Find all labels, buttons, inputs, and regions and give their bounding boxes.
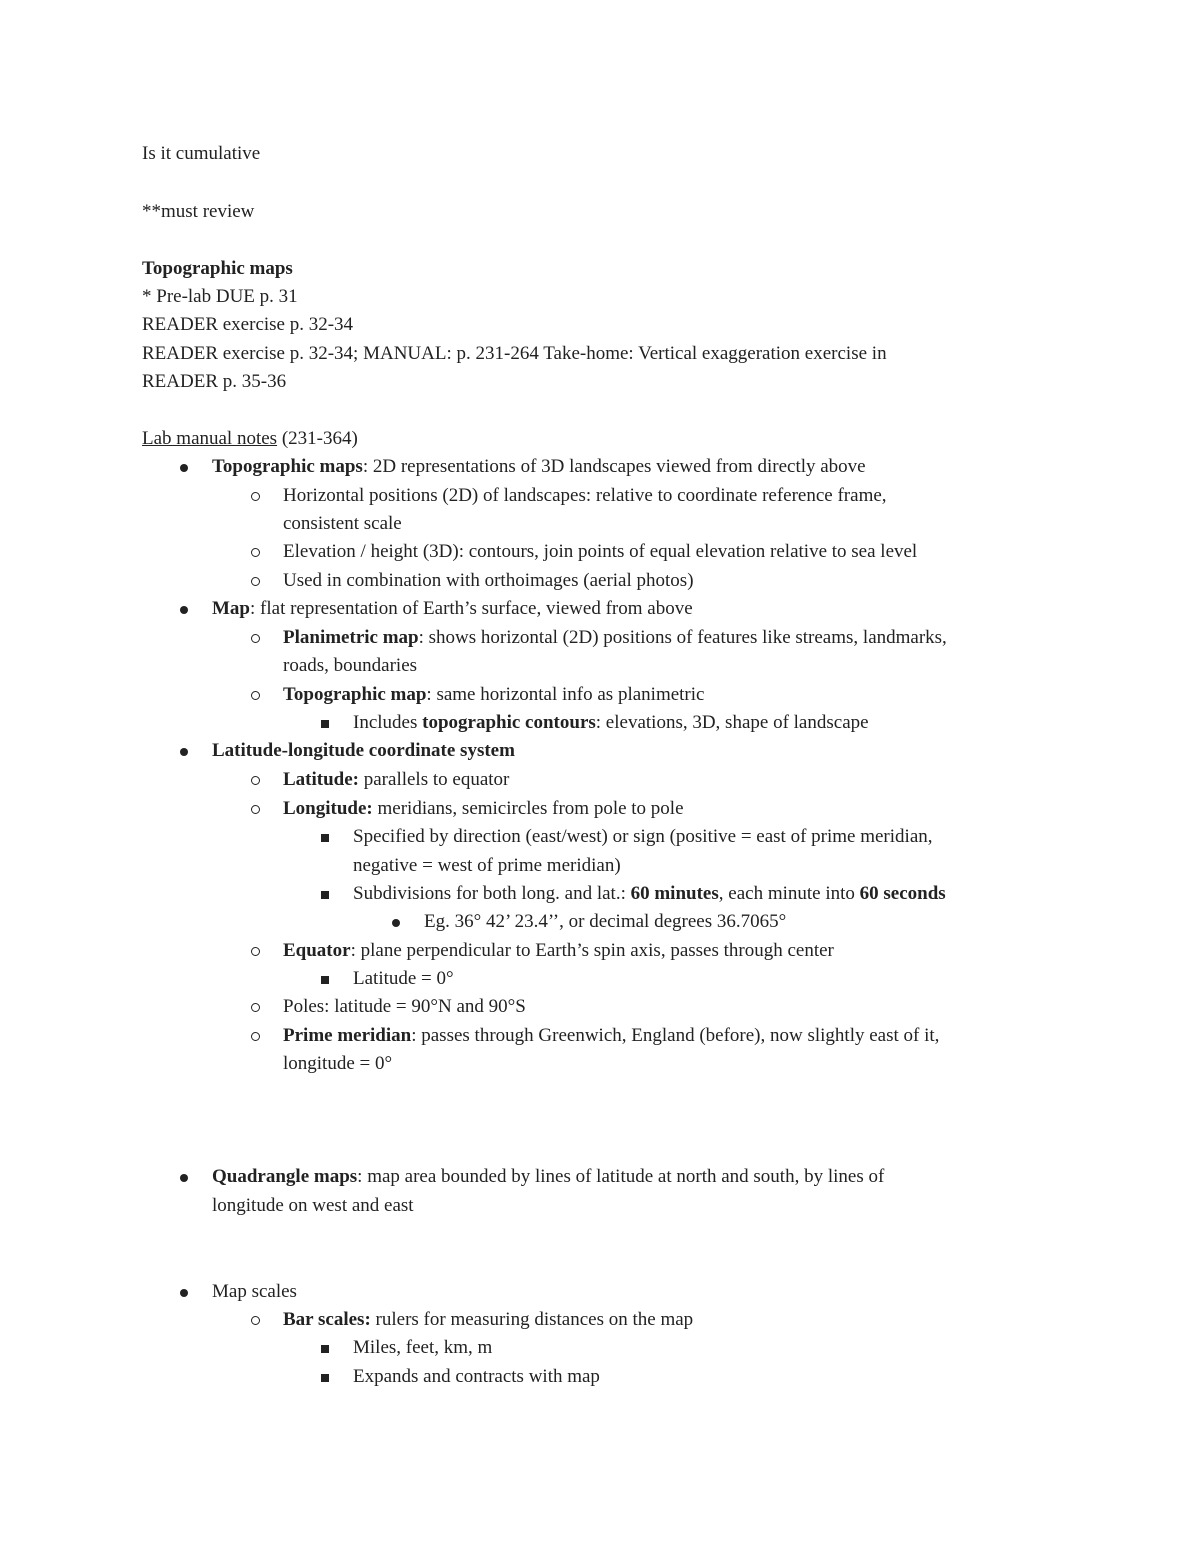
map-definition: : flat representation of Earth’s surface, viewed from above (250, 598, 693, 619)
list-item-subdivisions (353, 880, 946, 908)
bullet-ring (235, 681, 275, 709)
subdivisions-middle: , each minute into (718, 883, 860, 904)
list-item-prime-meridian (283, 1022, 939, 1050)
bullet-dot (164, 453, 204, 481)
subdivisions-prefix: Subdivisions for both long. and lat.: (353, 883, 631, 904)
term-prime-meridian: Prime meridian (283, 1025, 412, 1046)
list-item-quadrangle-maps (212, 1163, 884, 1191)
term-topographic-contours: topographic contours (422, 712, 596, 733)
latitude-definition: parallels to equator (359, 769, 510, 790)
topographic-maps-definition: : 2D representations of 3D landscapes viewed from directly above (362, 456, 866, 477)
prime-meridian-definition: : passes through Greenwich, England (before), now slightly east of it, (411, 1025, 940, 1046)
term-60-minutes: 60 minutes (630, 883, 719, 904)
lab-notes-heading (142, 425, 358, 453)
list-item-topographic-map (283, 681, 704, 709)
bullet-square (305, 880, 345, 908)
term-topographic-map: Topographic map (283, 684, 427, 705)
list-item-direction-sign: Specified by direction (east/west) or sign (positive = east of prime meridian, (353, 826, 933, 847)
list-item-equator (283, 937, 834, 965)
term-longitude: Longitude: (283, 798, 373, 819)
bullet-dot (376, 908, 416, 936)
bullet-dot (164, 737, 204, 765)
term-60-seconds: 60 seconds (859, 883, 946, 904)
list-item-longitude (283, 795, 684, 823)
bullet-ring (235, 567, 275, 595)
bullet-ring (235, 993, 275, 1021)
lab-notes-link: Lab manual notes (142, 428, 278, 449)
bullet-dot (164, 1163, 204, 1191)
list-item-equator-latitude: Latitude = 0° (353, 968, 454, 989)
bullet-ring (235, 766, 275, 794)
topo-section-heading: Topographic maps (142, 258, 293, 279)
term-planimetric-map: Planimetric map (283, 627, 419, 648)
list-item-expands-contracts: Expands and contracts with map (353, 1366, 600, 1387)
topo-line-manual-cont: READER p. 35-36 (142, 371, 287, 392)
bullet-square (305, 1363, 345, 1391)
list-item-latlong-system: Latitude-longitude coordinate system (212, 740, 515, 761)
quadrangle-maps-definition: : map area bounded by lines of latitude at north and south, by lines of (357, 1166, 885, 1187)
list-item-planimetric-map-cont: roads, boundaries (283, 655, 418, 676)
bullet-ring (235, 538, 275, 566)
planimetric-map-definition: : shows horizontal (2D) positions of features like streams, landmarks, (418, 627, 947, 648)
equator-definition: : plane perpendicular to Earth’s spin axis, passes through center (350, 940, 834, 961)
list-item-direction-sign-cont: negative = west of prime meridian) (353, 855, 621, 876)
list-item-units: Miles, feet, km, m (353, 1337, 493, 1358)
topo-line-reader: READER exercise p. 32-34 (142, 314, 354, 335)
list-item-map-scales: Map scales (212, 1281, 297, 1302)
bullet-square (305, 1334, 345, 1362)
list-item-bar-scales (283, 1306, 693, 1334)
bullet-dot (164, 1278, 204, 1306)
bullet-dot (164, 595, 204, 623)
list-item-orthoimages: Used in combination with orthoimages (aerial photos) (283, 570, 694, 591)
term-quadrangle-maps: Quadrangle maps (212, 1166, 358, 1187)
bullet-ring (235, 1306, 275, 1334)
term-latitude: Latitude: (283, 769, 359, 790)
list-item-topographic-contours (353, 709, 869, 737)
term-bar-scales: Bar scales: (283, 1309, 371, 1330)
bullet-square (305, 823, 345, 851)
bar-scales-definition: rulers for measuring distances on the map (370, 1309, 694, 1330)
term-equator: Equator (283, 940, 351, 961)
bullet-ring (235, 795, 275, 823)
bullet-square (305, 709, 345, 737)
bullet-ring (235, 937, 275, 965)
bullet-ring (235, 624, 275, 652)
bullet-square (305, 965, 345, 993)
includes-prefix: Includes (353, 712, 423, 733)
list-item-planimetric-map (283, 624, 947, 652)
list-item-horizontal-positions-cont: consistent scale (283, 513, 402, 534)
list-item-horizontal-positions: Horizontal positions (2D) of landscapes: relative to coordinate reference frame, (283, 485, 887, 506)
topographic-contours-definition: : elevations, 3D, shape of landscape (595, 712, 869, 733)
lab-notes-pages: (231-364) (277, 428, 358, 449)
list-item-prime-meridian-cont: longitude = 0° (283, 1053, 393, 1074)
list-item-latitude (283, 766, 509, 794)
topo-line-prelab: * Pre-lab DUE p. 31 (142, 286, 298, 307)
topo-line-manual: READER exercise p. 32-34; MANUAL: p. 231-264 Take-home: Vertical exaggeration exercise in (142, 343, 887, 364)
longitude-definition: meridians, semicircles from pole to pole (372, 798, 684, 819)
list-item-map (212, 595, 693, 623)
list-item-topographic-maps (212, 453, 866, 481)
term-map: Map (212, 598, 250, 619)
list-item-quadrangle-maps-cont: longitude on west and east (212, 1195, 414, 1216)
list-item-elevation: Elevation / height (3D): contours, join points of equal elevation relative to sea level (283, 541, 918, 562)
topographic-map-definition: : same horizontal info as planimetric (426, 684, 705, 705)
term-topographic-maps: Topographic maps (212, 456, 363, 477)
bullet-ring (235, 1022, 275, 1050)
bullet-ring (235, 482, 275, 510)
intro-question: Is it cumulative (142, 143, 261, 164)
intro-note: **must review (142, 201, 255, 222)
list-item-example-coordinates: Eg. 36° 42’ 23.4’’, or decimal degrees 36.7065° (424, 911, 787, 932)
list-item-poles: Poles: latitude = 90°N and 90°S (283, 996, 526, 1017)
